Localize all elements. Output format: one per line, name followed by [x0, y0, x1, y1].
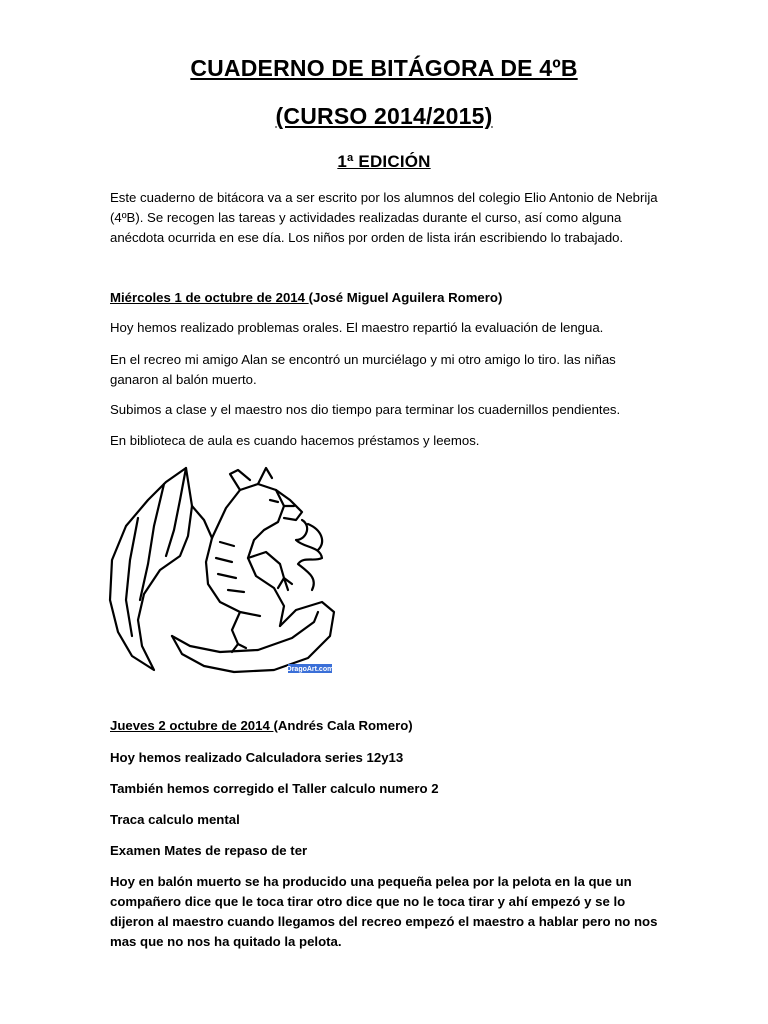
entry1-paragraph-1: Hoy hemos realizado problemas orales. El maestro repartió la evaluación de lengua.: [110, 320, 604, 335]
entry2-author: (Andrés Cala Romero): [273, 718, 413, 733]
image-watermark: DragoArt.com: [286, 666, 334, 673]
entry2-paragraph-2: También hemos corregido el Taller calculo numero 2: [110, 781, 439, 796]
entry2-date: Jueves 2 octubre de 2014: [110, 718, 274, 733]
entry2-paragraph-4: Examen Mates de repaso de ter: [110, 843, 308, 858]
entry1-paragraph-3: Subimos a clase y el maestro nos dio tiempo para terminar los cuadernillos pendientes.: [110, 402, 621, 417]
entry1-author: (José Miguel Aguilera Romero): [308, 290, 503, 305]
entry1-paragraph-4: En biblioteca de aula es cuando hacemos préstamos y leemos.: [110, 433, 480, 448]
entry1-paragraph-2: En el recreo mi amigo Alan se encontró un murciélago y mi otro amigo lo tiro. las niñas ganaron al balón muerto.: [110, 352, 616, 387]
dragon-illustration-icon: [108, 460, 336, 676]
intro-paragraph: Este cuaderno de bitácora va a ser escrito por los alumnos del colegio Elio Antonio de Nebrija (4ºB). Se recogen las tareas y actividades realizadas durante el curso, así como alguna anécdota ocurrida en ese día. Los niños por orden de lista irán escribiendo lo trabajado.: [110, 190, 658, 245]
entry2-paragraph-1: Hoy hemos realizado Calculadora series 12y13: [110, 750, 404, 765]
edition-label: 1ª EDICIÓN: [337, 152, 431, 171]
document-title: CUADERNO DE BITÁGORA DE 4ºB: [190, 55, 578, 81]
entry1-date: Miércoles 1 de octubre de 2014: [110, 290, 309, 305]
entry2-paragraph-3: Traca calculo mental: [110, 812, 240, 827]
entry2-heading: [110, 716, 662, 736]
course-year: (CURSO 2014/2015): [275, 103, 493, 129]
entry1-heading: [110, 288, 662, 308]
entry2-paragraph-5: Hoy en balón muerto se ha producido una pequeña pelea por la pelota en la que un compañero dice que le toca tirar otro dice que no le toca tirar y ahí empezó y se lo dijeron al maestro cuando llegamos del recreo empezó el maestro a hablar pero no nos mas que no nos ha quitado la pelota.: [110, 874, 658, 949]
